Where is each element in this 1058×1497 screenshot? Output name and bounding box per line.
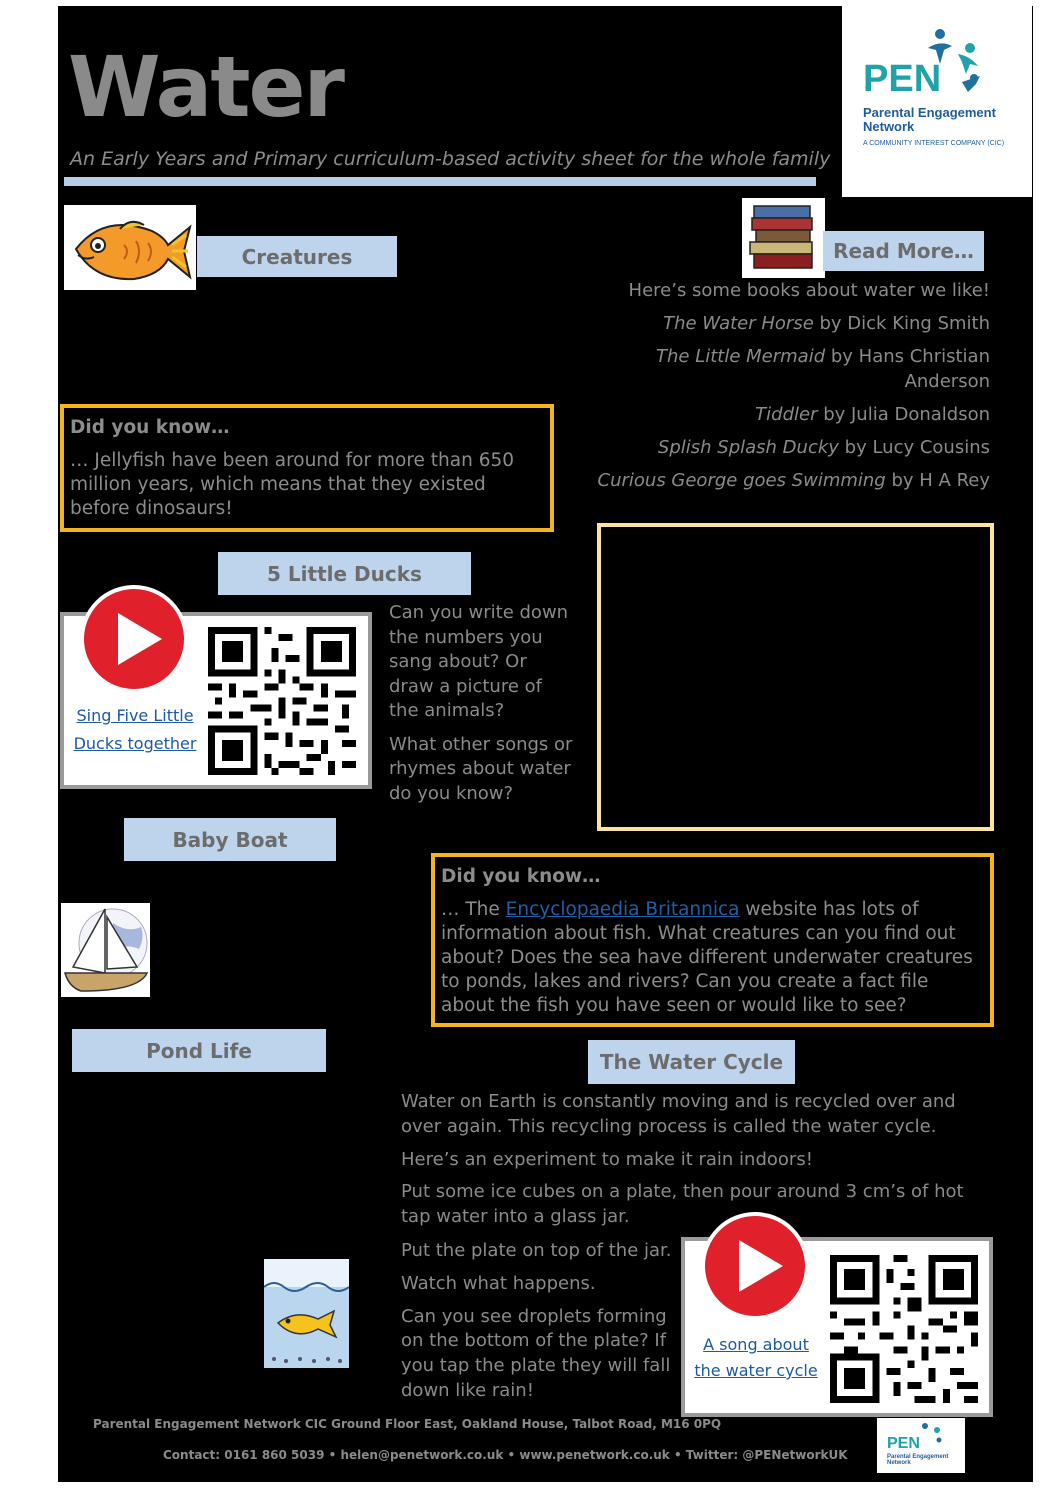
fish-icon [64, 205, 196, 290]
pen-logo-icon [877, 1418, 965, 1473]
water-cycle-p1: Water on Earth is constantly moving and is recycled over and over again. This recycling process is called the water cycle. [401, 1091, 956, 1137]
play-icon[interactable] [78, 585, 190, 693]
book-item [590, 435, 990, 460]
book-author: by H A Rey [885, 470, 990, 491]
did-you-know-title: Did you know… [70, 417, 230, 438]
logo-acronym: PEN [863, 58, 942, 100]
boat-icon [61, 903, 150, 997]
water-cycle-steps [401, 1239, 673, 1404]
heading-five-little-ducks: 5 Little Ducks [218, 552, 471, 595]
water-cycle-p3: Put some ice cubes on a plate, then pour around 3 cm’s of hot tap water into a glass jar. [401, 1181, 964, 1228]
fish-image [64, 205, 196, 290]
logo-tagline: A COMMUNITY INTEREST COMPANY (CIC) [863, 140, 1005, 147]
book-title: The Little Mermaid [656, 346, 826, 367]
book-title: The Water Horse [663, 313, 814, 334]
ducks-questions [389, 601, 574, 806]
logo-name-line1: Parental Engagement [863, 105, 996, 120]
ducks-link-line2[interactable]: Ducks together [73, 734, 197, 753]
water-cycle-p2: Here’s an experiment to make it rain indoors! [401, 1148, 813, 1170]
book-title: Curious George goes Swimming [597, 470, 886, 491]
book-author: by Lucy Cousins [838, 437, 990, 458]
boat-image [61, 903, 150, 997]
did-you-know-prefix: … The [441, 899, 506, 920]
water-cycle-link-line1[interactable]: A song about [703, 1335, 809, 1354]
ducks-question-2: What other songs or rhymes about water do you know? [389, 733, 573, 804]
water-cycle-link-line2[interactable]: the water cycle [694, 1361, 818, 1380]
heading-pond-life: Pond Life [72, 1029, 326, 1072]
book-item [590, 468, 990, 493]
water-cycle-p5: Watch what happens. [401, 1272, 596, 1294]
water-cycle-p4: Put the plate on top of the jar. [401, 1240, 672, 1261]
play-icon[interactable] [699, 1212, 811, 1320]
did-you-know-title: Did you know… [441, 866, 601, 887]
svg-text:PEN: PEN [887, 1435, 920, 1452]
heading-read-more: Read More… [823, 231, 984, 271]
footer-contact: Contact: 0161 860 5039 • helen@penetwork.co.uk • www.penetwork.co.uk • Twitter: @PENetworkUK [163, 1448, 848, 1462]
heading-creatures: Creatures [197, 236, 397, 277]
heading-baby-boat: Baby Boat [124, 818, 336, 861]
book-item [590, 311, 990, 336]
book-author: by Hans Christian Anderson [825, 346, 990, 392]
water-cycle-intro [401, 1090, 971, 1238]
book-item [590, 344, 990, 394]
did-you-know-jellyfish [60, 404, 554, 532]
did-you-know-body: … Jellyfish have been around for more than 650 million years, which means that they existed before dinosaurs! [70, 450, 515, 519]
heading-water-cycle: The Water Cycle [588, 1040, 795, 1084]
book-title: Splish Splash Ducky [657, 437, 839, 458]
pond-image [264, 1259, 349, 1368]
logo-name [863, 106, 996, 134]
qr-code-icon[interactable] [830, 1255, 978, 1403]
footer-logo [877, 1418, 965, 1473]
water-cycle-video-link[interactable] [689, 1332, 823, 1384]
books-icon [742, 198, 825, 278]
pond-fish-icon [264, 1259, 349, 1368]
page-subtitle: An Early Years and Primary curriculum-based activity sheet for the whole family [70, 148, 831, 170]
svg-text:Network: Network [887, 1460, 911, 1466]
book-author: by Dick King Smith [813, 313, 990, 334]
footer-address: Parental Engagement Network CIC Ground Floor East, Oakland House, Talbot Road, M16 0PQ [93, 1417, 722, 1431]
water-cycle-p6: Can you see droplets forming on the bottom of the plate? If you tap the plate they will fall down like rain! [401, 1305, 671, 1401]
ducks-video-link[interactable] [68, 702, 202, 758]
book-title: Tiddler [755, 404, 818, 425]
ducks-question-1: Can you write down the numbers you sang about? Or draw a picture of the animals? [389, 602, 569, 721]
did-you-know-text: website has lots of information about fish. What creatures can you find out about? Does the sea have different underwater creatures to ponds, lakes and rivers? Can you create a fact file about the fish you have seen or would like to see? [441, 899, 973, 1016]
drawing-frame [597, 523, 994, 831]
read-more-list [590, 278, 990, 493]
ducks-link-line1[interactable]: Sing Five Little [76, 706, 194, 725]
svg-text:Parental Engagement: Parental Engagement [887, 1454, 949, 1460]
britannica-link[interactable]: Encyclopaedia Britannica [505, 899, 740, 920]
did-you-know-body [441, 898, 984, 1018]
qr-code-icon[interactable] [208, 627, 356, 775]
book-author: by Julia Donaldson [817, 404, 990, 425]
logo-name-line2: Network [863, 119, 915, 134]
did-you-know-britannica [431, 853, 994, 1027]
read-more-intro: Here’s some books about water we like! [628, 280, 990, 301]
book-item [590, 402, 990, 427]
page-title: Water [68, 38, 343, 136]
title-divider [64, 177, 816, 186]
books-image [742, 198, 825, 278]
